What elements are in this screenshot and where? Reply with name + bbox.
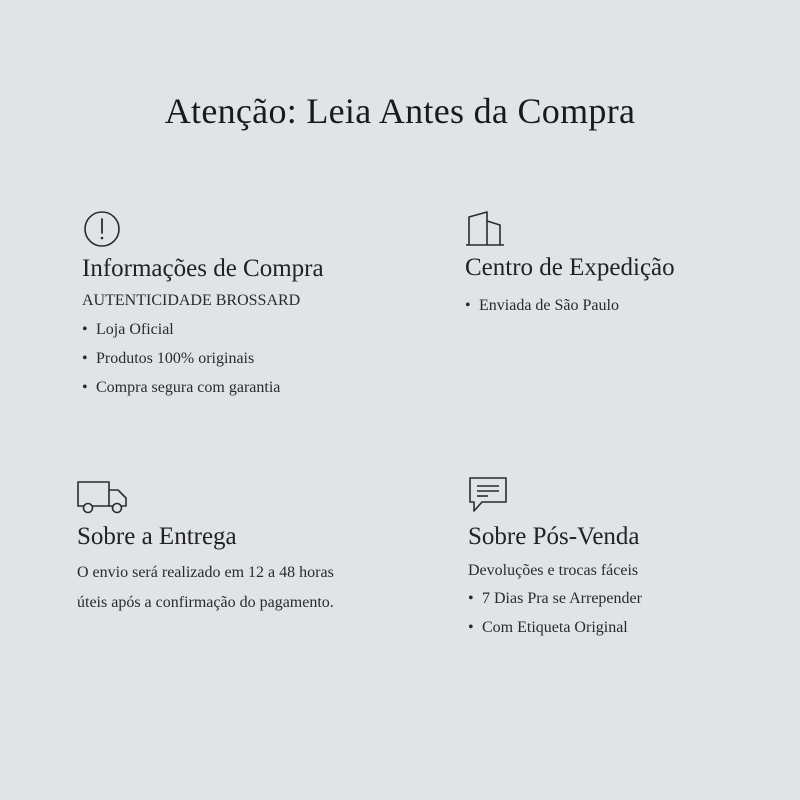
feature-list [468, 589, 642, 638]
section-heading: Sobre a Entrega [77, 523, 237, 550]
list-item: • Compra segura com garantia [82, 378, 324, 398]
list-item: • Enviada de São Paulo [465, 296, 675, 316]
section-subtitle: AUTENTICIDADE BROSSARD [82, 292, 301, 309]
page-title: Atenção: Leia Antes da Compra [164, 91, 636, 131]
section-heading: Centro de Expedição [465, 254, 675, 281]
list-item: • Produtos 100% originais [82, 349, 324, 369]
list-item: • Com Etiqueta Original [468, 618, 642, 638]
section-heading: Informações de Compra [82, 255, 324, 282]
section-subtitle: Devoluções e trocas fáceis [468, 562, 639, 579]
chat-message-icon [468, 476, 508, 514]
purchase-info-section [82, 210, 324, 398]
feature-list [82, 320, 324, 398]
shipping-center-section [465, 211, 675, 316]
delivery-text-line: O envio será realizado em 12 a 48 horas [77, 564, 334, 581]
list-item: • 7 Dias Pra se Arrepender [468, 589, 642, 609]
delivery-text-line: úteis após a confirmação do pagamento. [77, 594, 334, 611]
truck-icon [77, 478, 129, 516]
feature-list [465, 296, 675, 316]
alert-circle-icon [83, 210, 121, 248]
list-item: • Loja Oficial [82, 320, 324, 340]
after-sales-section [468, 476, 642, 638]
building-icon [465, 211, 505, 247]
delivery-section [77, 478, 334, 613]
section-heading: Sobre Pós-Venda [468, 523, 640, 550]
